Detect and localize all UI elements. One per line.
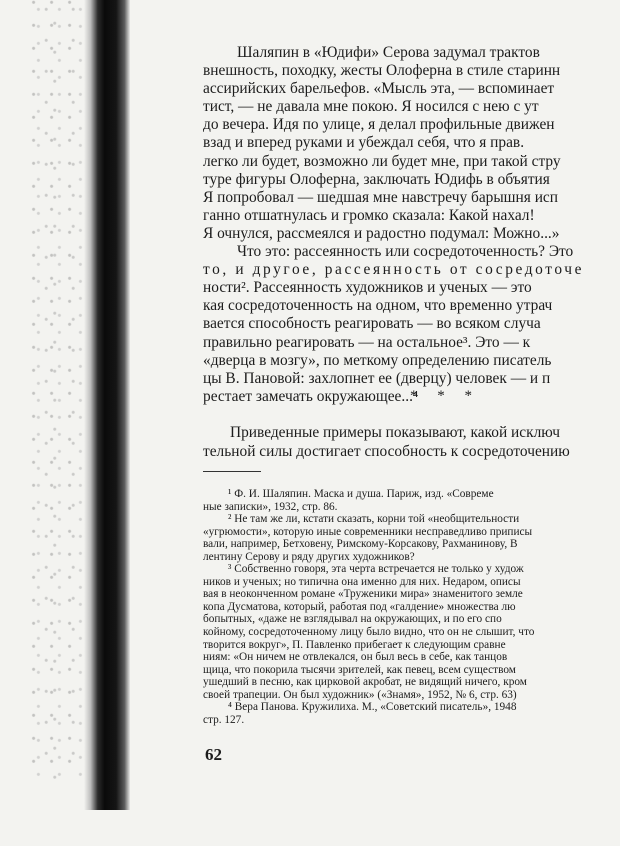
footnote-line: творится вокруг», П. Павленко прибегает к следующим сравне: [203, 638, 506, 651]
text-line: Я очнулся, рассмеялся и радостно подумал: Можно...»: [203, 224, 560, 242]
text-line: туре фигуры Олоферна, заключать Юдифь в объятия: [203, 170, 550, 188]
text-line: цы В. Пановой: захлопнет ее (дверцу) человек — и п: [203, 369, 551, 387]
text-line: тист, — не давала мне покою. Я носился с нею с ут: [203, 98, 539, 116]
footnote-line: ⁴ Вера Панова. Кружилиха. М., «Советский писатель», 1948: [228, 701, 517, 714]
footnote-line: вали, например, Бетховену, Римскому-Корсакову, Рахманинову, В: [203, 538, 518, 551]
footnote-line: бопытных, «даже не взглядывал на окружающих, и по его спо: [203, 613, 502, 626]
footnote-line: лентину Серову и ряду других художников?: [203, 550, 415, 563]
footnote-line: ³ Собственно говоря, эта черта встречается не только у худож: [228, 563, 524, 576]
footnote-line: койному, сосредоточенному лицу было видно, что он не слышит, что: [203, 626, 535, 639]
scan-speckle: [30, 0, 90, 780]
text-line: «дверца в мозгу», по меткому определению писатель: [203, 351, 552, 369]
footnote-line: стр. 127.: [203, 713, 245, 726]
footnote-line: ниям: «Он ничем не отвлекался, он был весь в себе, как танцов: [203, 651, 508, 664]
footnote-line: вая в неоконченном романе «Труженики мира» знаменитого земле: [203, 588, 523, 601]
text-line: ности². Рассеянность художников и ученых — это: [203, 279, 532, 297]
text-line: вается способность реагировать — во всяком случа: [203, 315, 541, 333]
text-line: взад и вперед руками и убеждал себя, что я прав.: [203, 134, 525, 152]
footnote-line: ² Не там же ли, кстати сказать, корни той «необщительности: [228, 513, 520, 526]
paragraph-2: [203, 424, 620, 461]
text-line: ассирийских барельефов. «Мысль эта, — вспоминает: [203, 80, 555, 98]
text-line: до вечера. Идя по улице, я делал профильные движен: [203, 116, 555, 134]
page-number: 62: [205, 745, 222, 764]
text-line: то, и другое, рассеянность от сосредоточе: [203, 261, 585, 279]
text-line: кая сосредоточенность на одном, что временно утрач: [203, 297, 553, 315]
section-separator: * * *: [410, 388, 480, 404]
footnote-line: копа Дусматова, который, работая под «галдение» множества лю: [203, 600, 516, 613]
text-line: рестает замечать окружающее...⁴: [203, 387, 419, 405]
text-line: ганно отшатнулась и громко сказала: Какой нахал!: [203, 206, 535, 224]
text-line: тельной силы достигает способность к сосредоточению: [203, 442, 570, 460]
footnote-line: ные записки», 1932, стр. 86.: [203, 500, 338, 513]
text-line: легко ли будет, возможно ли будет мне, при такой стру: [203, 152, 561, 170]
footnote-line: щица, что покорила тысячи зрителей, как певец, всем существом: [203, 663, 516, 676]
footnotes: [203, 488, 620, 726]
text-line: Шаляпин в «Юдифи» Серова задумал трактов: [237, 44, 540, 61]
footnote-line: ¹ Ф. И. Шаляпин. Маска и душа. Париж, изд. «Совреме: [228, 488, 494, 500]
text-line: правильно реагировать — на остальное³. Это — к: [203, 333, 531, 351]
footnote-line: своей трапеции. Он был художник» («Знамя», 1952, № 6, стр. 63): [203, 688, 517, 701]
footnote-rule: [203, 471, 261, 472]
text-line: внешность, походку, жесты Олоферна в стиле старинн: [203, 62, 561, 80]
book-spine-shadow: [84, 0, 130, 810]
text-line: Что это: рассеянность или сосредоточенность? Это: [237, 243, 574, 261]
footnote-line: ников и ученых; но типична она именно для них. Недаром, описы: [203, 575, 521, 588]
text-line: Приведенные примеры показывают, какой исключ: [230, 424, 560, 441]
footnote-line: «угрюмости», которую иные современники несправедливо приписы: [203, 525, 533, 538]
main-text: [203, 44, 620, 406]
footnote-line: ушедший в песню, как цирковой акробат, не видящий ничего, кром: [203, 676, 527, 689]
text-line: Я попробовал — шедшая мне навстречу барышня исп: [203, 188, 558, 206]
